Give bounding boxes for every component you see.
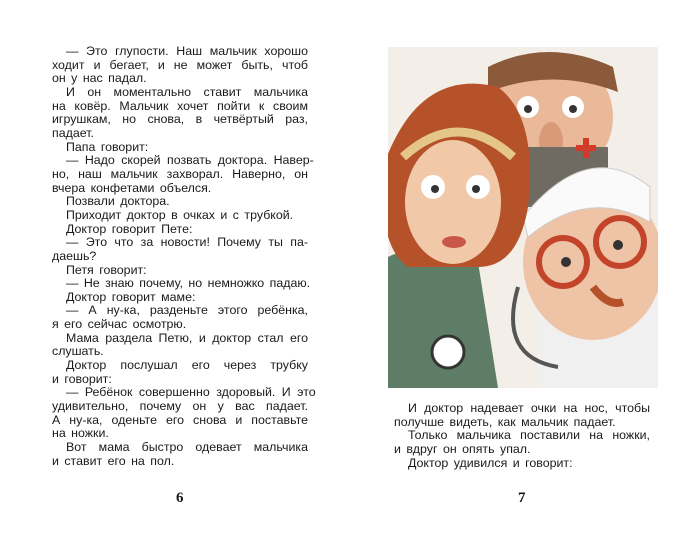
text-line: Позвали доктора.: [66, 194, 170, 209]
text-line: — Ребёнок совершенно здоровый. И это: [66, 385, 316, 400]
text-line: ходит и бегает, и не может быть, чтоб: [52, 57, 308, 72]
text-line: падает.: [52, 125, 94, 140]
text-line: слушать.: [52, 344, 104, 359]
text-line: Доктор говорит Пете:: [66, 221, 193, 236]
text-line: он у нас падал.: [52, 71, 147, 86]
text-line: и говорит:: [52, 371, 112, 386]
page-number-right: 7: [518, 490, 526, 506]
text-line: игрушкам, но снова, в четвёртый раз,: [52, 112, 308, 127]
text-line: вчера конфетами объелся.: [52, 180, 212, 195]
text-line: и ставит его на пол.: [52, 453, 175, 468]
text-line: Вот мама быстро одевает мальчика: [66, 440, 308, 455]
illustration-doctor-family: [388, 47, 658, 388]
left-page-text: [52, 44, 316, 468]
text-line: Доктор послушал его через трубку: [66, 358, 308, 373]
text-line: даешь?: [52, 248, 97, 263]
text-line: Только мальчика поставили на ножки,: [408, 428, 650, 443]
text-line: Приходит доктор в очках и с трубкой.: [66, 207, 294, 222]
text-line: и вдруг он опять упал.: [394, 441, 531, 456]
text-line: — Это что за новости! Почему ты па-: [66, 235, 308, 250]
text-line: Петя говорит:: [66, 262, 147, 277]
text-line: Мама раздела Петю, и доктор стал его: [66, 330, 308, 345]
text-line: но, наш мальчик захворал. Наверно, он: [52, 166, 308, 181]
text-line: Доктор удивился и говорит:: [408, 455, 573, 470]
text-line: получше видеть, как мальчик падает.: [394, 414, 616, 429]
text-line: я его сейчас осмотрю.: [52, 317, 187, 332]
text-line: А ну-ка, оденьте его снова и поставьте: [52, 412, 308, 427]
text-line: Доктор говорит маме:: [66, 289, 196, 304]
text-line: — Надо скорей позвать доктора. Навер-: [66, 153, 314, 168]
text-line: на ножки.: [52, 426, 109, 441]
text-line: И он моментально ставит мальчика: [66, 84, 308, 99]
text-line: — Не знаю почему, но немножко падаю.: [66, 276, 311, 291]
text-line: удивительно, почему он у вас падает.: [52, 399, 308, 414]
text-line: на ковёр. Мальчик хочет пойти к своим: [52, 98, 308, 113]
page-number-left: 6: [176, 490, 184, 506]
text-line: — Это глупости. Наш мальчик хорошо: [66, 44, 308, 58]
right-page-text: [394, 402, 650, 470]
text-line: И доктор надевает очки на нос, чтобы: [408, 401, 650, 415]
text-line: — А ну-ка, разденьте этого ребёнка,: [66, 303, 308, 318]
text-line: Папа говорит:: [66, 139, 149, 154]
